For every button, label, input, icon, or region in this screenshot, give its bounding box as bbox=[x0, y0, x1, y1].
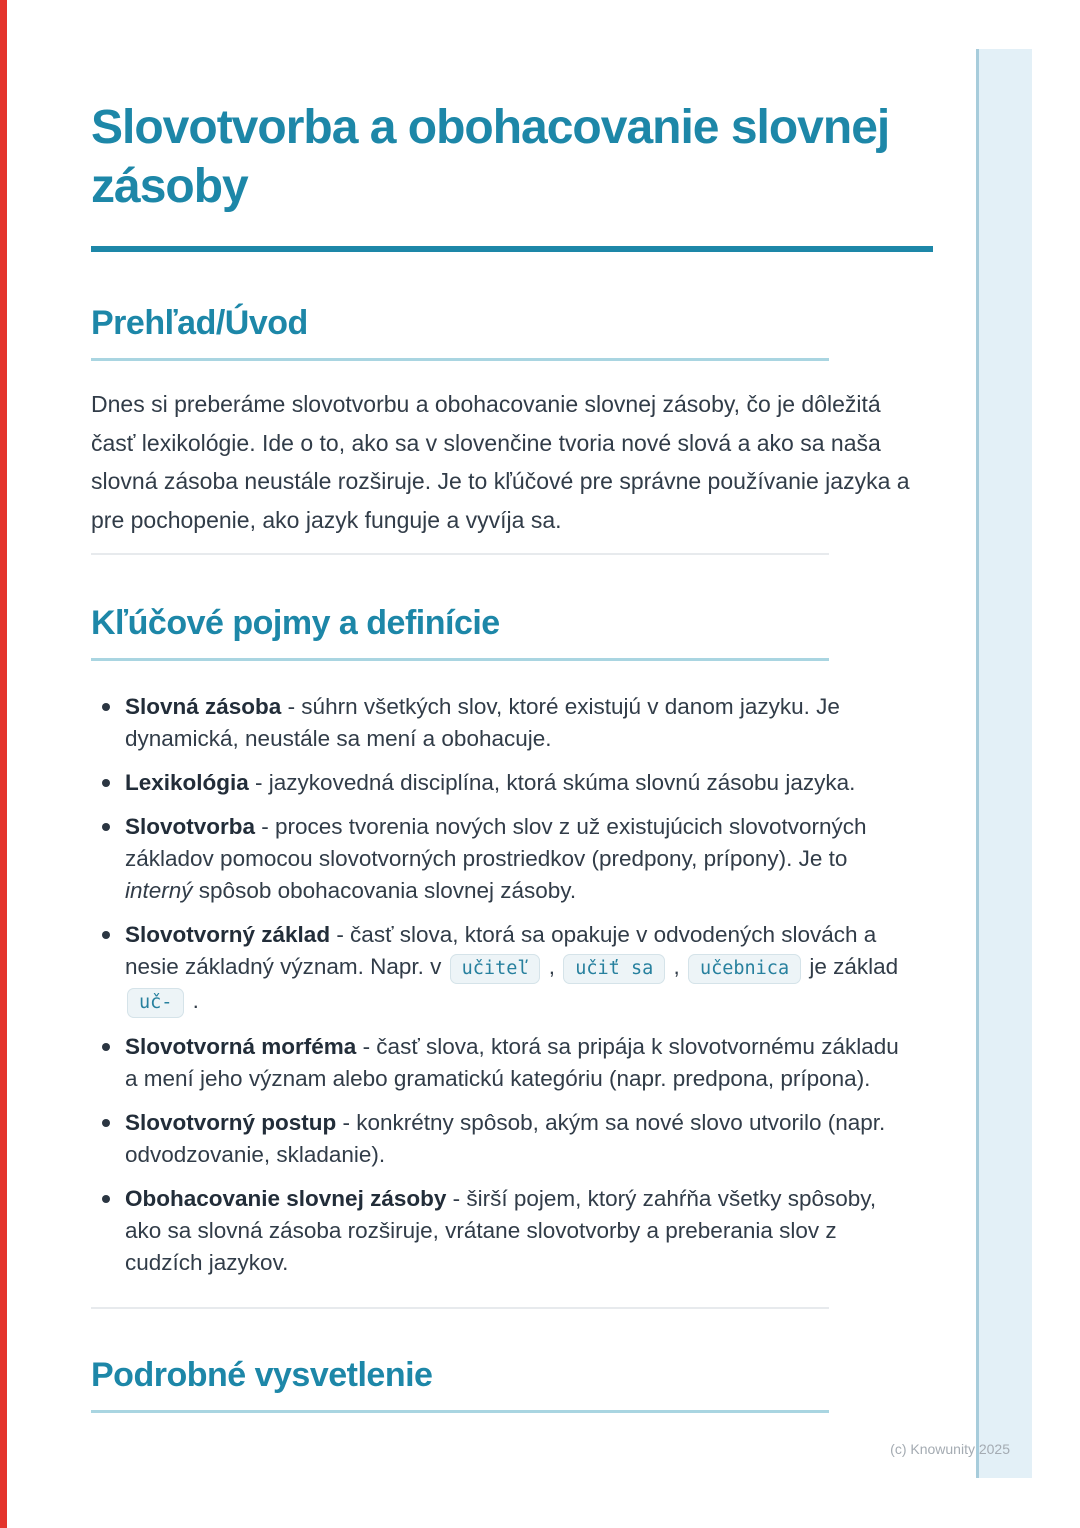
text-segment: . bbox=[186, 988, 199, 1013]
list-item bbox=[91, 919, 905, 1019]
key-terms-list bbox=[91, 691, 935, 1279]
section-heading-details: Podrobné vysvetlenie bbox=[91, 1356, 433, 1394]
list-item bbox=[91, 1183, 905, 1279]
list-item bbox=[91, 811, 905, 907]
left-edge-accent bbox=[0, 0, 7, 1528]
text-segment: Slovná zásoba bbox=[125, 694, 282, 719]
section-underline bbox=[91, 1410, 829, 1413]
section-details bbox=[91, 1353, 935, 1413]
text-segment: - konkrétny spôsob, akým sa nové slovo utvorilo (napr. odvodzovanie, skladanie). bbox=[125, 1110, 886, 1167]
text-segment: interný bbox=[125, 878, 193, 903]
section-underline bbox=[91, 658, 829, 661]
text-segment: - časť slova, ktorá sa pripája k slovotvornému základu a mení jeho význam alebo gramatickú kategóriu (napr. predpona, prípona). bbox=[125, 1034, 899, 1091]
text-segment: , bbox=[667, 954, 686, 979]
text-segment: Dnes si preberáme slovotvorbu a obohacovanie slovnej zásoby, čo je dôležitá časť lexikológie. Ide o to, ako sa v slovenčine tvoria nové slová a ako sa naša slovná zásoba neustále rozširuje. Je to kľúčové pre správne používanie jazyka a pre pochopenie, ako jazyk funguje a vyvíja sa. bbox=[91, 391, 910, 533]
text-segment: Obohacovanie slovnej zásoby bbox=[125, 1186, 447, 1211]
list-item bbox=[91, 767, 905, 799]
section-intro bbox=[91, 301, 935, 539]
text-segment: Slovotvorný základ bbox=[125, 922, 331, 947]
copyright-label: (c) Knowunity 2025 bbox=[890, 1441, 1010, 1457]
scrollbar-track[interactable] bbox=[976, 49, 1032, 1478]
document-content bbox=[91, 0, 935, 1413]
page-title: Slovotvorba a obohacovanie slovnej zásoby bbox=[91, 101, 890, 213]
section-key-terms bbox=[91, 601, 935, 1279]
text-segment: - jazykovedná disciplína, ktorá skúma slovnú zásobu jazyka. bbox=[248, 770, 856, 795]
text-segment: , bbox=[542, 954, 562, 979]
list-item bbox=[91, 691, 905, 755]
list-item bbox=[91, 1107, 905, 1171]
text-segment: - širší pojem, ktorý zahŕňa všetky spôsoby, ako sa slovná zásoba rozširuje, vrátane slovotvorby a preberania slov z cudzích jazykov. bbox=[125, 1186, 877, 1275]
text-segment: spôsob obohacovania slovnej zásoby. bbox=[192, 878, 577, 903]
text-segment: - proces tvorenia nových slov z už existujúcich slovotvorných základov pomocou slovotvorných prostriedkov (predpony, prípony). Je to bbox=[125, 814, 867, 871]
inline-code-chip: učiť sa bbox=[563, 954, 665, 984]
text-segment: je základ bbox=[803, 954, 899, 979]
section-underline bbox=[91, 358, 829, 361]
section-separator bbox=[91, 553, 829, 555]
section-heading-key-terms: Kľúčové pojmy a definície bbox=[91, 604, 500, 642]
text-segment: Slovotvorba bbox=[125, 814, 256, 839]
section-separator bbox=[91, 1307, 829, 1309]
text-segment: Slovotvorná morféma bbox=[125, 1034, 357, 1059]
inline-code-chip: učebnica bbox=[688, 954, 801, 984]
text-segment: Slovotvorný postup bbox=[125, 1110, 337, 1135]
text-segment: - časť slova, ktorá sa opakuje v odvodených slovách a nesie základný význam. Napr. v bbox=[125, 922, 877, 979]
intro-paragraph bbox=[91, 385, 927, 539]
text-segment: Lexikológia bbox=[125, 770, 249, 795]
inline-code-chip: učiteľ bbox=[450, 954, 541, 984]
text-segment: - súhrn všetkých slov, ktoré existujú v danom jazyku. Je dynamická, neustále sa mení a obohacuje. bbox=[125, 694, 840, 751]
inline-code-chip: uč- bbox=[127, 988, 184, 1018]
section-heading-intro: Prehľad/Úvod bbox=[91, 304, 308, 342]
list-item bbox=[91, 1031, 905, 1095]
title-divider bbox=[91, 246, 933, 252]
